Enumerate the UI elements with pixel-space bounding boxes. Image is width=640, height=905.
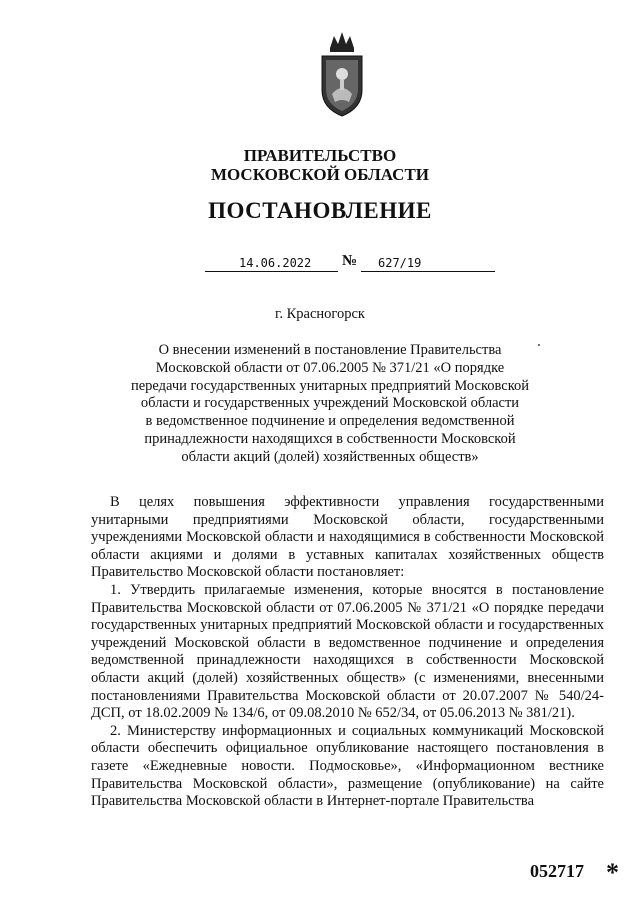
- document-type: ПОСТАНОВЛЕНИЕ: [208, 198, 432, 223]
- paragraph-preamble: В целях повышения эффективности управления государственными унитарными предприятиями Московской области, государственными учреждениями Московской области и находящимися в собственности Московской области акциями и долями в уставных капиталах хозяйственных обществ Правительство Московской области постановляет:: [91, 494, 604, 581]
- government-name: [0, 146, 640, 184]
- city: г. Красногорск: [275, 306, 365, 322]
- header-line-2: МОСКОВСКОЙ ОБЛАСТИ: [210, 165, 430, 184]
- title-line: в ведомственное подчинение и определения ведомственной: [145, 413, 515, 430]
- number-sign: №: [342, 253, 358, 269]
- decree-date: 14.06.2022: [239, 256, 312, 270]
- title-line: области и государственных учреждений Московской области: [140, 395, 520, 412]
- date-number-line: [205, 254, 495, 274]
- asterisk-mark: *: [606, 858, 619, 887]
- decree-number: 627/19: [378, 256, 422, 270]
- title-line: области акций (долей) хозяйственных обществ»: [181, 448, 479, 465]
- title-line: принадлежности находящихся в собственности Московской: [144, 430, 516, 447]
- decree-title: [100, 342, 560, 467]
- header-line-1: ПРАВИТЕЛЬСТВО: [243, 146, 397, 165]
- document-serial-code: 052717: [530, 861, 584, 881]
- decree-body: [91, 494, 604, 811]
- title-line: О внесении изменений в постановление Правительства: [158, 342, 502, 358]
- coat-of-arms-emblem: [316, 28, 368, 118]
- title-line: Московской области от 07.06.2005 № 371/21 «О порядке: [155, 359, 505, 376]
- paragraph-item-2: 2. Министерству информационных и социальных коммуникаций Московской области обеспечить официальное опубликование настоящего постановления в газете «Ежедневные новости. Подмосковье», «Информационном вестнике Правительства Московской области», размещение (опубликование) на сайте Правительства Московской области в Интернет-портале Правительства: [91, 722, 604, 810]
- paragraph-item-1: 1. Утвердить прилагаемые изменения, которые вносятся в постановление Правительства Московской области от 07.06.2005 № 371/21 «О порядке передачи государственных унитарных предприятий Московской области и государственных учреждений Московской области в ведомственное подчинение и определения ведомственной принадлежности находящихся в собственности Московской области акций (долей) хозяйственных обществ» (с изменениями, внесенными постановлениями Правительства Московской области от 20.07.2007 № 540/24-ДСП, от 18.02.2009 № 134/6, от 09.08.2010 № 652/34, от 05.06.2013 № 381/21).: [91, 581, 604, 722]
- title-line: передачи государственных унитарных предприятий Московской: [130, 377, 530, 394]
